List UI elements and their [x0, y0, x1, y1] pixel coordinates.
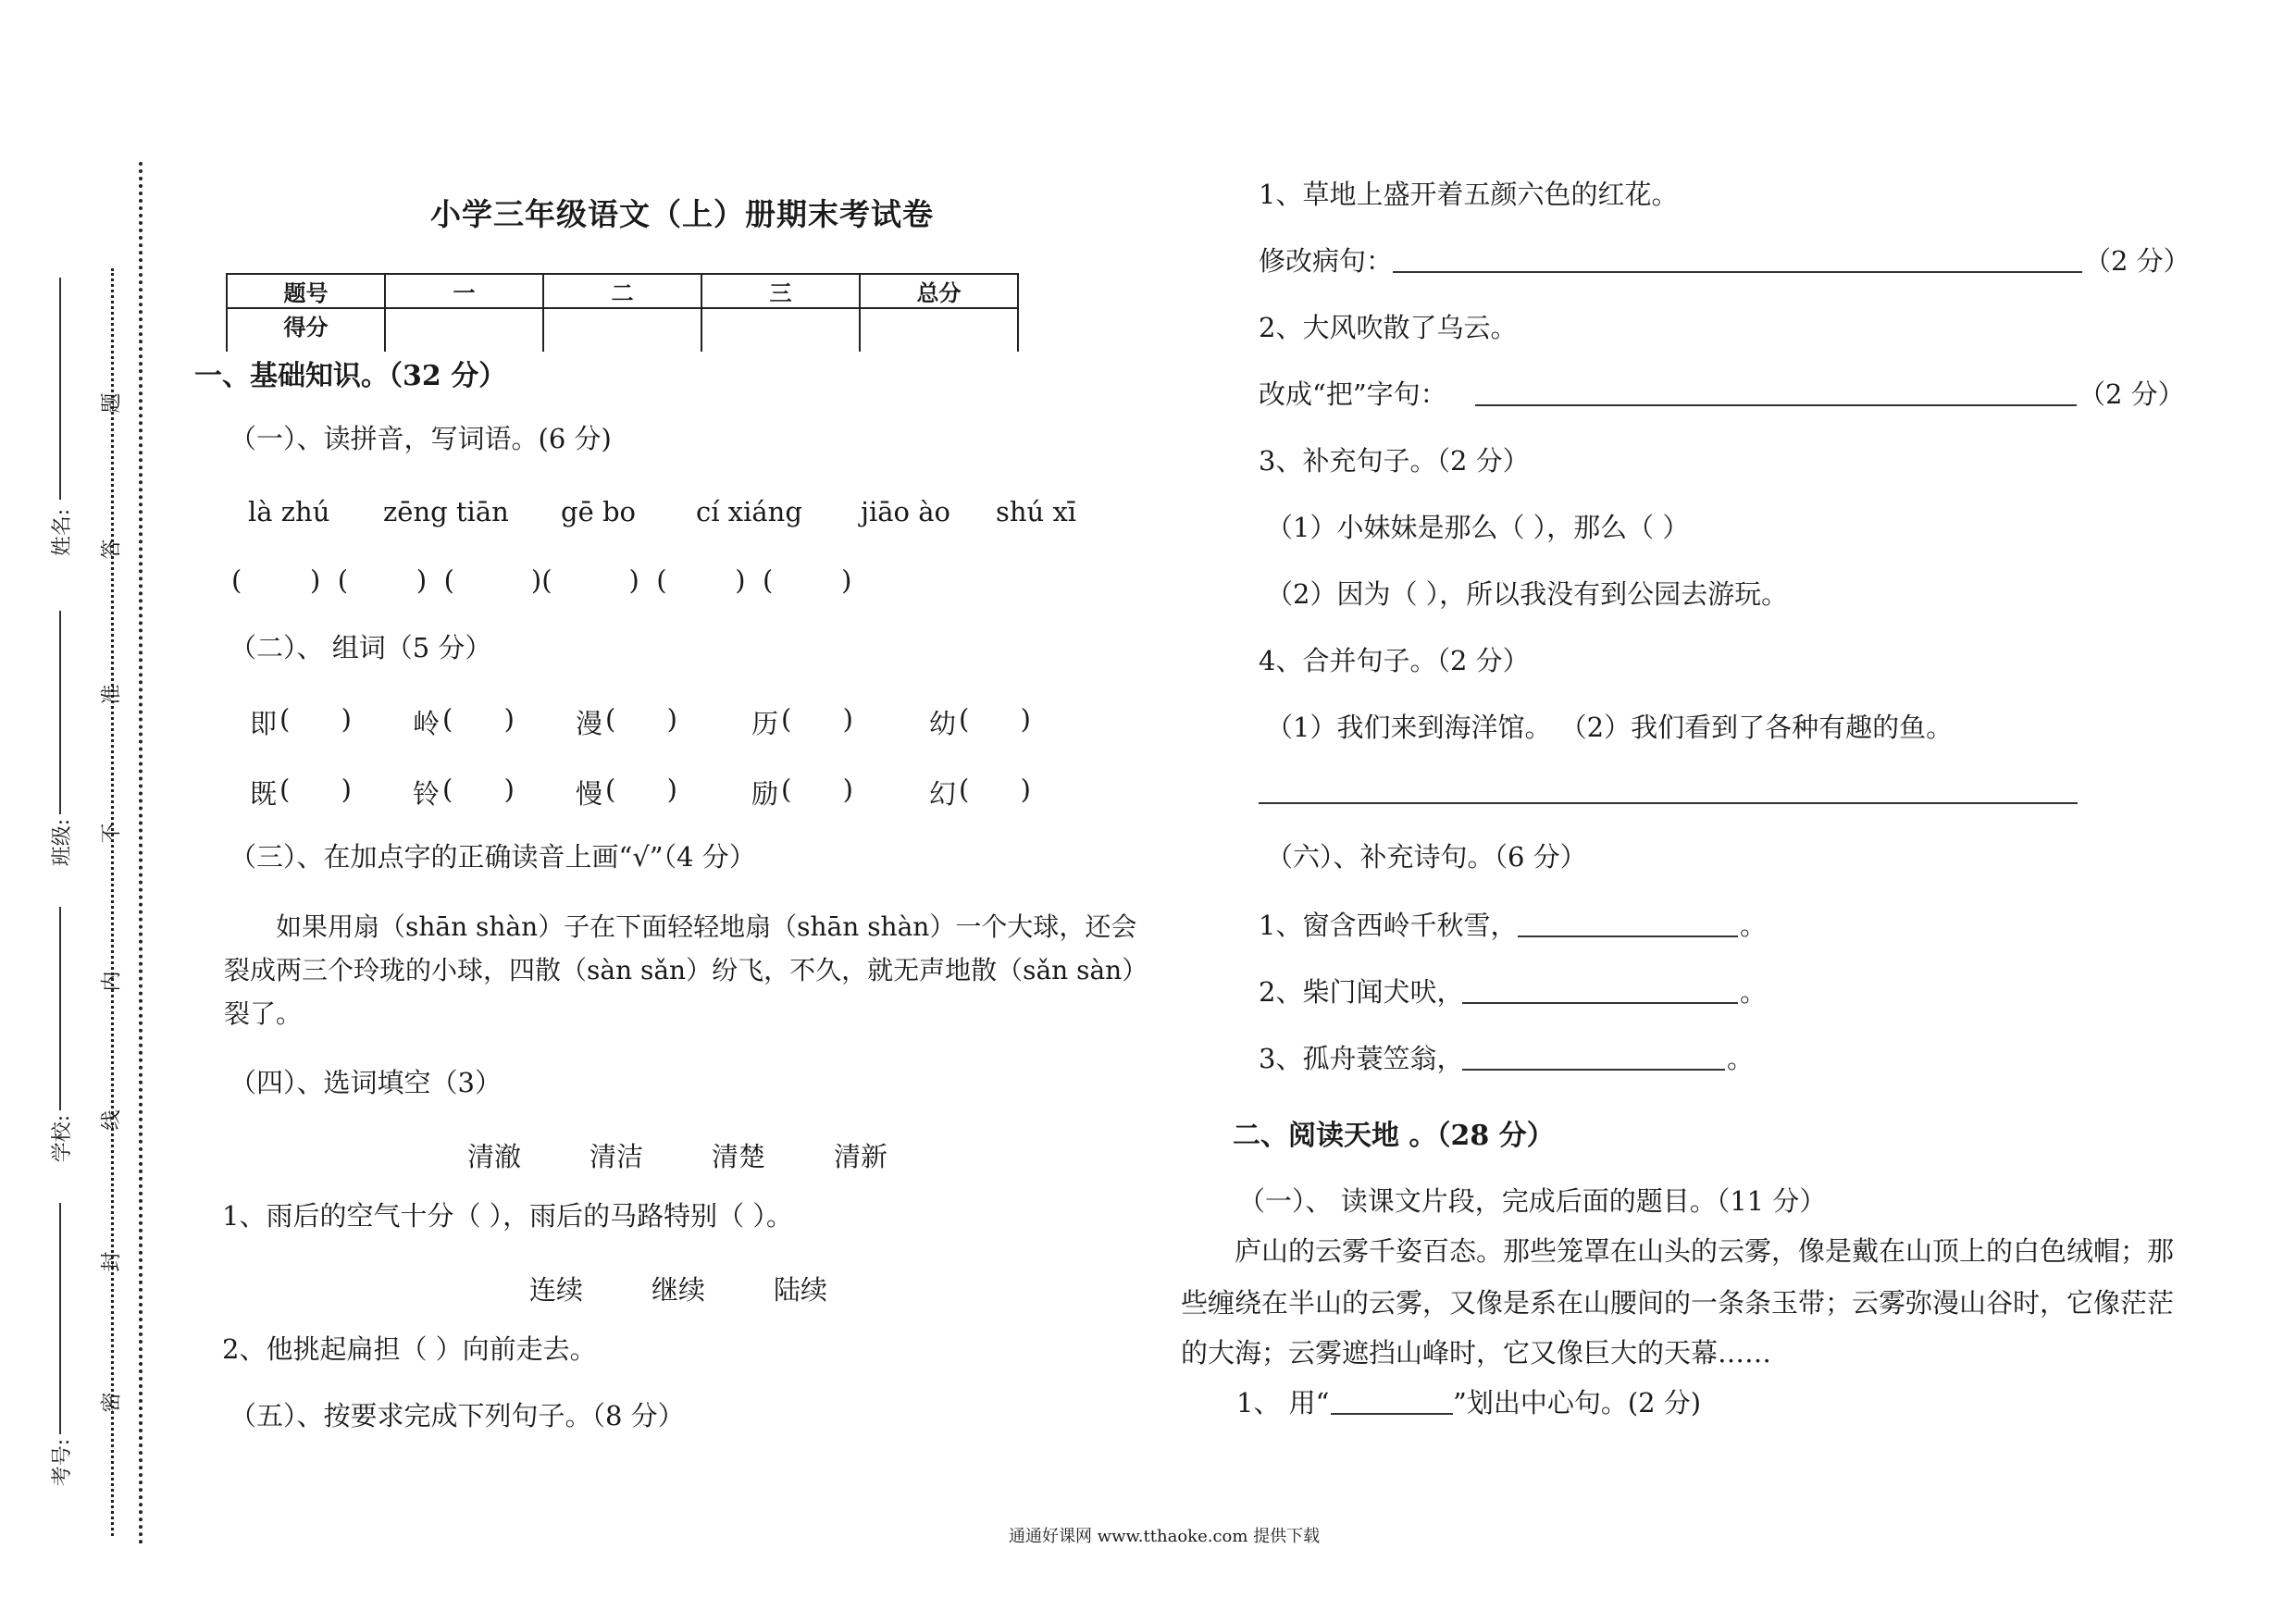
field-label-school: 学校:: [51, 1114, 75, 1163]
pinyin-item: zēng tiān: [383, 496, 509, 527]
word-option: 陆续: [774, 1274, 828, 1306]
answer-bracket[interactable]: ( ): [279, 774, 352, 805]
passage-line: 些缠绕在半山的云雾，又像是系在山腰间的一条条玉带；云雾弥漫山谷时，它像茫茫: [1181, 1287, 2175, 1319]
word-char: 幼: [929, 708, 957, 739]
word-char: 岭: [413, 708, 441, 739]
score-table-header: 二: [543, 274, 701, 308]
score-table-header-row: [227, 274, 1018, 308]
score-note: （2 分）: [2084, 245, 2191, 277]
question-line: 3、补充句子。（2 分）: [1259, 445, 1530, 477]
field-line-exam-number: [59, 1203, 61, 1434]
answer-line[interactable]: [1393, 271, 2082, 273]
seal-char: 不: [100, 823, 124, 844]
question-line: 4、合并句子。（2 分）: [1259, 645, 1530, 676]
answer-bracket[interactable]: ( ): [442, 703, 515, 735]
answer-bracket[interactable]: ( ): [781, 774, 853, 805]
question-title: （一）、 读课文片段，完成后面的题目。（11 分）: [1238, 1185, 1827, 1217]
field-label-name: 姓名:: [51, 508, 75, 557]
question-line: 2、大风吹散了乌云。: [1259, 312, 1518, 343]
seal-char: 密: [100, 1392, 124, 1413]
pinyin-item: cí xiáng: [696, 496, 802, 527]
answer-line[interactable]: [1462, 1002, 1738, 1004]
answer-brackets[interactable]: ( ) ( ) ( )( ) ( ) ( ): [231, 564, 852, 596]
answer-bracket[interactable]: ( ): [605, 703, 677, 735]
word-option: 继续: [652, 1274, 706, 1306]
score-table-header: 一: [385, 274, 543, 308]
score-table-header: 题号: [227, 274, 385, 308]
score-note: （2 分）: [2079, 378, 2185, 410]
seal-char: 准: [100, 684, 124, 705]
seal-char: 题: [100, 392, 124, 414]
seal-char: 线: [100, 1109, 124, 1131]
poem-line: 1、窗含西岭千秋雪，: [1259, 910, 1518, 941]
passage-line: 的大海；云雾遮挡山峰时，它又像巨大的天幕……: [1181, 1337, 1772, 1369]
answer-line[interactable]: [1475, 404, 2077, 406]
seal-dotted-line: [111, 268, 114, 1536]
footer-source: 通通好课网 www.tthaoke.com 提供下载: [1009, 1527, 1321, 1546]
answer-bracket[interactable]: ( ): [279, 703, 352, 735]
pinyin-item: gē bo: [561, 496, 636, 527]
field-label-class: 班级:: [51, 818, 75, 867]
word-char: 励: [751, 778, 779, 810]
fill-sentence[interactable]: 1、雨后的空气十分（ ），雨后的马路特别（ ）。: [222, 1200, 793, 1232]
score-table: [226, 273, 1019, 352]
fill-sentence[interactable]: （2）因为（ ），所以我没有到公园去游玩。: [1266, 578, 1789, 610]
passage-line: 庐山的云雾千姿百态。那些笼罩在山头的云雾，像是戴在山顶上的白色绒帽；那: [1235, 1235, 2175, 1267]
word-option: 清楚: [712, 1141, 766, 1172]
word-char: 即: [250, 708, 278, 739]
question-line: 修改病句：: [1259, 245, 1394, 277]
score-table-header: 总分: [860, 274, 1018, 308]
answer-line[interactable]: [1259, 802, 2078, 804]
answer-bracket[interactable]: ( ): [781, 703, 853, 735]
word-char: 铃: [413, 778, 441, 810]
seal-char: 答: [100, 539, 124, 560]
question-line: （1）我们来到海洋馆。 （2）我们看到了各种有趣的鱼。: [1266, 712, 1954, 743]
score-cell[interactable]: [543, 308, 701, 352]
word-char: 历: [751, 708, 779, 739]
score-row-label: 得分: [227, 308, 385, 352]
score-table-score-row: [227, 308, 1018, 352]
question-line: 改成“把”字句：: [1259, 378, 1447, 410]
question-line: 1、草地上盛开着五颜六色的红花。: [1259, 179, 1679, 210]
word-option: 连续: [529, 1274, 584, 1306]
section-heading: 二、阅读天地 。（28 分）: [1233, 1120, 1555, 1152]
seal-char: 内: [100, 971, 124, 992]
question-title: （一）、读拼音，写词语。(6 分): [230, 423, 612, 454]
score-cell[interactable]: [701, 308, 860, 352]
word-option: 清新: [834, 1141, 888, 1172]
pinyin-item: shú xī: [996, 496, 1077, 527]
question-line: ”划出中心句。(2 分): [1453, 1387, 1702, 1419]
exam-title: 小学三年级语文（上）册期末考试卷: [430, 196, 934, 232]
answer-bracket[interactable]: ( ): [959, 703, 1031, 735]
field-line-class: [59, 611, 61, 814]
score-table-header: 三: [701, 274, 860, 308]
word-char: 幻: [929, 778, 957, 810]
question-title: （六）、补充诗句。（6 分）: [1266, 841, 1587, 873]
word-option: 清洁: [590, 1141, 644, 1172]
pinyin-item: jiāo ào: [861, 496, 950, 527]
answer-line[interactable]: [1518, 935, 1738, 937]
poem-period: 。: [1740, 910, 1768, 941]
poem-period: 。: [1740, 976, 1768, 1008]
seal-char: 封: [100, 1251, 124, 1272]
answer-line[interactable]: [1331, 1413, 1453, 1415]
passage-line: 如果用扇（shān shàn）子在下面轻轻地扇（shān shàn）一个大球，还会: [276, 911, 1137, 942]
word-char: 漫: [576, 708, 603, 739]
answer-line[interactable]: [1462, 1069, 1725, 1071]
passage-line: 裂成两三个玲珑的小球，四散（sàn sǎn）纷飞，不久，就无声地散（sǎn sàn）: [224, 955, 1148, 985]
answer-bracket[interactable]: ( ): [959, 774, 1031, 805]
word-char: 慢: [576, 778, 603, 810]
question-line: 1、 用“: [1236, 1387, 1330, 1419]
score-cell[interactable]: [860, 308, 1018, 352]
word-option: 清澈: [467, 1141, 522, 1172]
answer-bracket[interactable]: ( ): [605, 774, 677, 805]
word-char: 既: [250, 778, 278, 810]
field-label-exam-number: 考号:: [51, 1438, 75, 1487]
pinyin-item: là zhú: [248, 496, 330, 527]
poem-line: 2、柴门闻犬吠，: [1259, 976, 1464, 1008]
poem-line: 3、孤舟蓑笠翁，: [1259, 1043, 1464, 1074]
poem-period: 。: [1727, 1043, 1755, 1074]
answer-bracket[interactable]: ( ): [442, 774, 515, 805]
score-cell[interactable]: [385, 308, 543, 352]
question-title: （四）、选词填空（3）: [230, 1067, 502, 1098]
fill-sentence[interactable]: （1）小妹妹是那么（ ），那么（ ）: [1266, 512, 1690, 543]
question-title: （三）、在加点字的正确读音上画“√”（4 分）: [230, 841, 756, 873]
question-title: （五）、按要求完成下列句子。（8 分）: [230, 1400, 685, 1431]
section-heading: 一、基础知识。（32 分）: [194, 360, 507, 392]
binding-dotted-line: [139, 162, 143, 1545]
fill-sentence[interactable]: 2、他挑起扁担（ ）向前走去。: [222, 1333, 597, 1365]
passage-line: 裂了。: [224, 998, 303, 1029]
field-line-school: [59, 907, 61, 1110]
question-title: （二）、 组词（5 分）: [230, 632, 492, 663]
field-line-name: [59, 278, 61, 500]
